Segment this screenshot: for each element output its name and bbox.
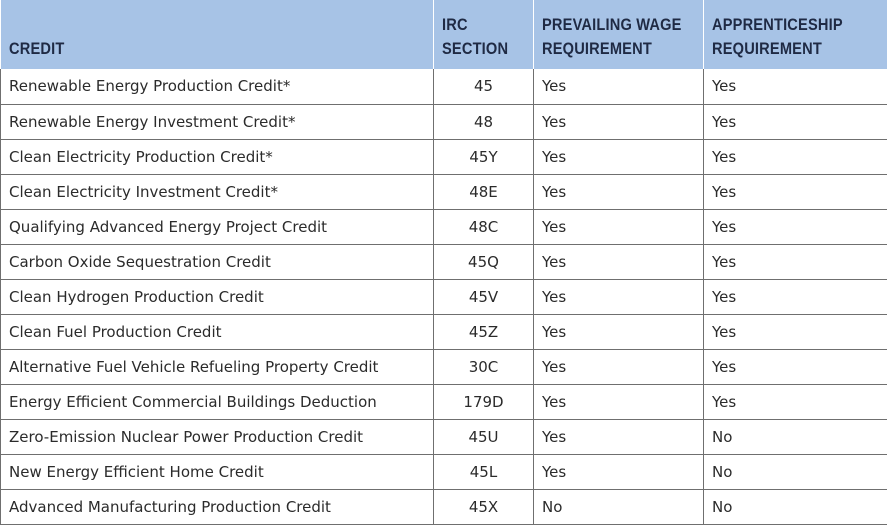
header-apprenticeship <box>704 0 887 69</box>
apprenticeship-cell: No <box>704 454 887 489</box>
table-row <box>1 384 887 419</box>
irc-section-cell: 45 <box>434 69 534 104</box>
apprenticeship-cell: Yes <box>704 279 887 314</box>
table-row <box>1 314 887 349</box>
header-appr-line2: REQUIREMENT <box>712 39 822 58</box>
credit-cell: Carbon Oxide Sequestration Credit <box>1 244 434 279</box>
apprenticeship-cell: Yes <box>704 314 887 349</box>
table-header <box>1 0 887 69</box>
table-row <box>1 139 887 174</box>
irc-section-cell: 45U <box>434 419 534 454</box>
prevailing-wage-cell: Yes <box>534 314 704 349</box>
header-irc-section <box>434 0 534 69</box>
table-row <box>1 419 887 454</box>
apprenticeship-cell: Yes <box>704 139 887 174</box>
irc-section-cell: 45V <box>434 279 534 314</box>
header-credit <box>1 0 434 69</box>
prevailing-wage-cell: Yes <box>534 244 704 279</box>
irc-section-cell: 45Z <box>434 314 534 349</box>
table-row <box>1 209 887 244</box>
prevailing-wage-cell: Yes <box>534 174 704 209</box>
apprenticeship-cell: Yes <box>704 384 887 419</box>
credit-cell: Alternative Fuel Vehicle Refueling Property Credit <box>1 349 434 384</box>
apprenticeship-cell: Yes <box>704 174 887 209</box>
prevailing-wage-cell: Yes <box>534 349 704 384</box>
credit-cell: Advanced Manufacturing Production Credit <box>1 489 434 524</box>
table-row <box>1 454 887 489</box>
apprenticeship-cell: No <box>704 419 887 454</box>
credit-cell: Zero-Emission Nuclear Power Production Credit <box>1 419 434 454</box>
credit-cell: Clean Electricity Investment Credit* <box>1 174 434 209</box>
table-row <box>1 279 887 314</box>
prevailing-wage-cell: Yes <box>534 419 704 454</box>
prevailing-wage-cell: Yes <box>534 69 704 104</box>
credit-cell: Clean Electricity Production Credit* <box>1 139 434 174</box>
irc-section-cell: 48E <box>434 174 534 209</box>
irc-section-cell: 48 <box>434 104 534 139</box>
header-prevailing-wage <box>534 0 704 69</box>
irc-section-cell: 45X <box>434 489 534 524</box>
apprenticeship-cell: Yes <box>704 349 887 384</box>
table-row <box>1 69 887 104</box>
table-row <box>1 244 887 279</box>
header-irc-line2: SECTION <box>442 39 509 58</box>
apprenticeship-cell: Yes <box>704 209 887 244</box>
prevailing-wage-cell: Yes <box>534 209 704 244</box>
credit-cell: Energy Efficient Commercial Buildings Deduction <box>1 384 434 419</box>
apprenticeship-cell: Yes <box>704 69 887 104</box>
credit-cell: Qualifying Advanced Energy Project Credit <box>1 209 434 244</box>
apprenticeship-cell: Yes <box>704 104 887 139</box>
prevailing-wage-cell: Yes <box>534 384 704 419</box>
header-row <box>1 0 887 69</box>
credit-cell: New Energy Efficient Home Credit <box>1 454 434 489</box>
irc-section-cell: 30C <box>434 349 534 384</box>
table-row <box>1 174 887 209</box>
apprenticeship-cell: No <box>704 489 887 524</box>
prevailing-wage-cell: Yes <box>534 139 704 174</box>
irc-section-cell: 45Y <box>434 139 534 174</box>
irc-section-cell: 45Q <box>434 244 534 279</box>
table-row <box>1 349 887 384</box>
irc-section-cell: 48C <box>434 209 534 244</box>
credit-cell: Renewable Energy Investment Credit* <box>1 104 434 139</box>
apprenticeship-cell: Yes <box>704 244 887 279</box>
header-appr-line1: APPRENTICESHIP <box>712 15 843 34</box>
header-credit-label: CREDIT <box>8 39 64 58</box>
prevailing-wage-cell: Yes <box>534 279 704 314</box>
prevailing-wage-cell: No <box>534 489 704 524</box>
table-row <box>1 104 887 139</box>
credit-cell: Clean Hydrogen Production Credit <box>1 279 434 314</box>
credit-cell: Renewable Energy Production Credit* <box>1 69 434 104</box>
prevailing-wage-cell: Yes <box>534 104 704 139</box>
table-row <box>1 489 887 524</box>
irc-section-cell: 179D <box>434 384 534 419</box>
irc-section-cell: 45L <box>434 454 534 489</box>
credit-cell: Clean Fuel Production Credit <box>1 314 434 349</box>
prevailing-wage-cell: Yes <box>534 454 704 489</box>
header-irc-line1: IRC <box>442 15 468 34</box>
table-body <box>1 69 887 524</box>
header-wage-line1: PREVAILING WAGE <box>542 15 682 34</box>
header-wage-line2: REQUIREMENT <box>542 39 652 58</box>
